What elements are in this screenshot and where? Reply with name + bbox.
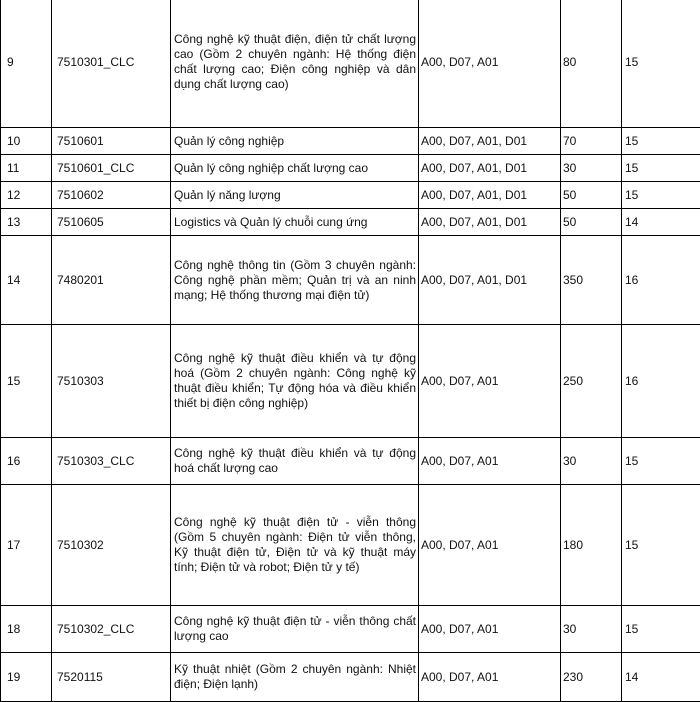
major-code: 7510303_CLC	[52, 438, 171, 485]
enrollment-quota: 30	[561, 606, 622, 653]
enrollment-quota: 230	[561, 653, 622, 702]
major-name: Kỹ thuật nhiệt (Gồm 2 chuyên ngành: Nhiệt điện; Điện lạnh)	[171, 653, 419, 702]
subject-combination: A00, D07, A01, D01	[419, 182, 561, 209]
row-number: 17	[1, 485, 52, 606]
table-row	[1, 182, 700, 209]
minimum-score: 15	[622, 128, 700, 155]
major-name: Quản lý năng lượng	[171, 182, 419, 209]
minimum-score: 15	[622, 606, 700, 653]
row-number: 19	[1, 653, 52, 702]
major-code: 7480201	[52, 236, 171, 325]
row-number: 14	[1, 236, 52, 325]
enrollment-quota: 180	[561, 485, 622, 606]
subject-combination: A00, D07, A01	[419, 325, 561, 438]
subject-combination: A00, D07, A01	[419, 653, 561, 702]
major-code: 7510302_CLC	[52, 606, 171, 653]
major-code: 7510601	[52, 128, 171, 155]
minimum-score: 15	[622, 485, 700, 606]
minimum-score: 15	[622, 0, 700, 128]
enrollment-quota: 250	[561, 325, 622, 438]
subject-combination: A00, D07, A01, D01	[419, 236, 561, 325]
minimum-score: 15	[622, 438, 700, 485]
major-name: Công nghệ kỹ thuật điều khiển và tự động hoá chất lượng cao	[171, 438, 419, 485]
major-name: Công nghệ kỹ thuật điều khiển và tự động hoá (Gồm 2 chuyên ngành: Công nghệ kỹ thuật điều khiển; Tự động hóa và điều khiển thiết bị điện công nghiệp)	[171, 325, 419, 438]
row-number: 16	[1, 438, 52, 485]
minimum-score: 16	[622, 236, 700, 325]
minimum-score: 15	[622, 182, 700, 209]
major-name: Công nghệ kỹ thuật điện tử - viễn thông (Gồm 5 chuyên ngành: Điện tử viễn thông, Kỹ thuật điện tử, Điện tử và kỹ thuật máy tính; Điện tử và robot; Điện tử y tế)	[171, 485, 419, 606]
subject-combination: A00, D07, A01, D01	[419, 209, 561, 236]
subject-combination: A00, D07, A01, D01	[419, 128, 561, 155]
table-row	[1, 128, 700, 155]
major-code: 7510605	[52, 209, 171, 236]
subject-combination: A00, D07, A01	[419, 606, 561, 653]
table-row	[1, 155, 700, 182]
table-row	[1, 653, 700, 702]
major-code: 7520115	[52, 653, 171, 702]
minimum-score: 14	[622, 653, 700, 702]
minimum-score: 14	[622, 209, 700, 236]
table-row	[1, 0, 700, 128]
enrollment-quota: 80	[561, 0, 622, 128]
major-name: Công nghệ kỹ thuật điện tử - viễn thông chất lượng cao	[171, 606, 419, 653]
enrollment-quota: 350	[561, 236, 622, 325]
minimum-score: 15	[622, 155, 700, 182]
major-name: Quản lý công nghiệp chất lượng cao	[171, 155, 419, 182]
major-code: 7510602	[52, 182, 171, 209]
major-code: 7510303	[52, 325, 171, 438]
table-row	[1, 236, 700, 325]
enrollment-quota: 50	[561, 209, 622, 236]
table-row	[1, 606, 700, 653]
major-name: Logistics và Quản lý chuỗi cung ứng	[171, 209, 419, 236]
major-name: Công nghệ thông tin (Gồm 3 chuyên ngành: Công nghệ phần mềm; Quản trị và an ninh mạng; Hệ thống thương mại điện tử)	[171, 236, 419, 325]
row-number: 12	[1, 182, 52, 209]
subject-combination: A00, D07, A01	[419, 438, 561, 485]
row-number: 13	[1, 209, 52, 236]
table-row	[1, 325, 700, 438]
table-row	[1, 438, 700, 485]
major-code: 7510301_CLC	[52, 0, 171, 128]
major-code: 7510302	[52, 485, 171, 606]
major-name: Công nghệ kỹ thuật điện, điện tử chất lượng cao (Gồm 2 chuyên ngành: Hệ thống điện chất lượng cao; Điện công nghiệp và dân dụng chất lượng cao)	[171, 0, 419, 128]
table-row	[1, 209, 700, 236]
subject-combination: A00, D07, A01, D01	[419, 155, 561, 182]
enrollment-quota: 70	[561, 128, 622, 155]
minimum-score: 16	[622, 325, 700, 438]
row-number: 10	[1, 128, 52, 155]
table-body	[1, 0, 700, 702]
table-row	[1, 485, 700, 606]
subject-combination: A00, D07, A01	[419, 0, 561, 128]
row-number: 11	[1, 155, 52, 182]
major-name: Quản lý công nghiệp	[171, 128, 419, 155]
subject-combination: A00, D07, A01	[419, 485, 561, 606]
row-number: 15	[1, 325, 52, 438]
enrollment-quota: 50	[561, 182, 622, 209]
row-number: 18	[1, 606, 52, 653]
major-code: 7510601_CLC	[52, 155, 171, 182]
enrollment-quota: 30	[561, 438, 622, 485]
row-number: 9	[1, 0, 52, 128]
enrollment-quota: 30	[561, 155, 622, 182]
